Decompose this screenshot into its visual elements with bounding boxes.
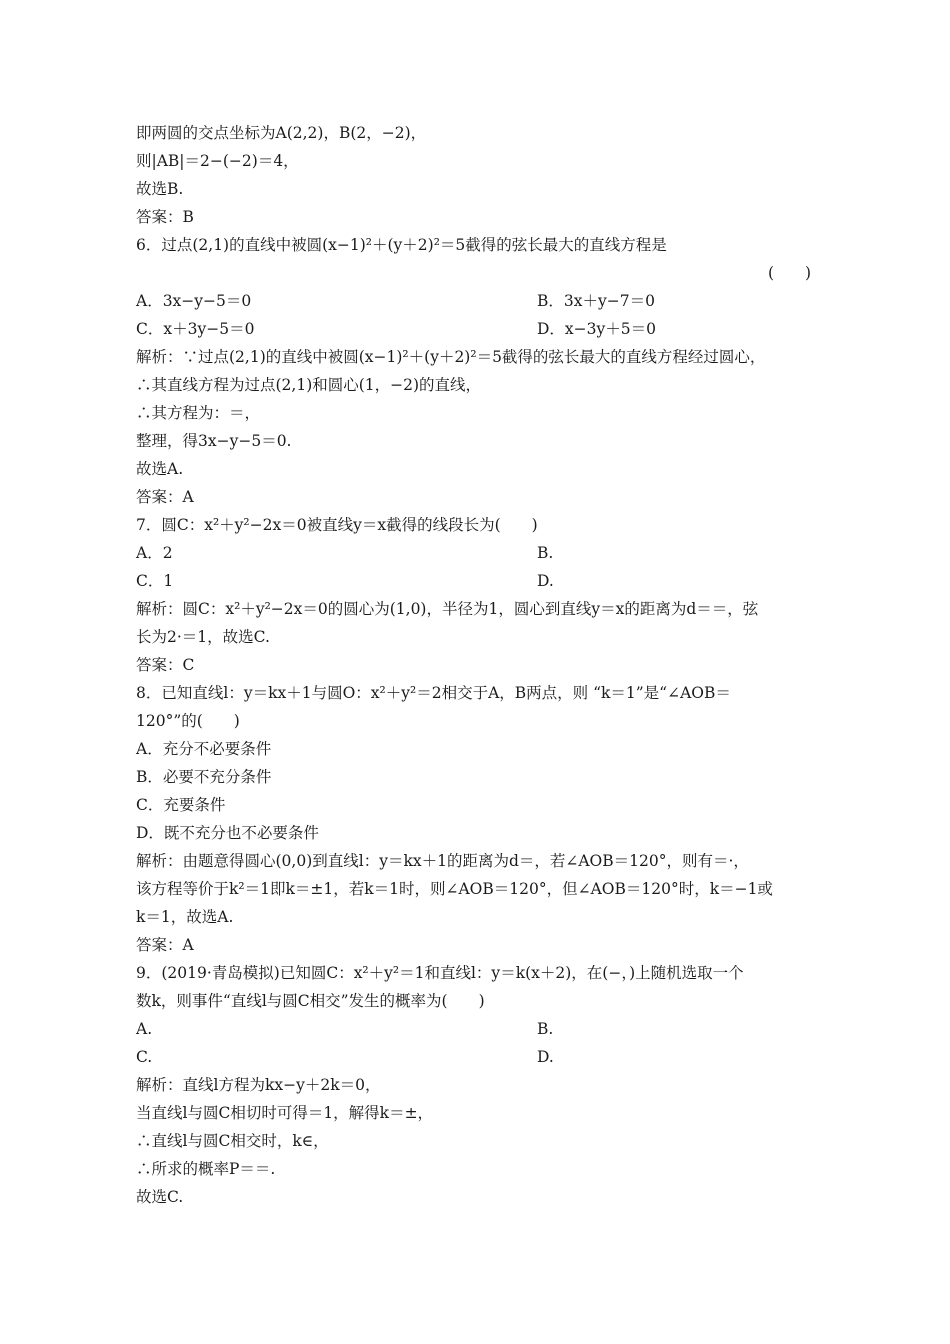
analysis-line: 解析：圆C：x²＋y²−2x＝0的圆心为(1,0)，半径为1，圆心到直线y＝x的距离为d＝＝，弦: [136, 600, 759, 618]
question-9-stem: 数k，则事件“直线l与圆C相交”发生的概率为( ): [136, 992, 485, 1010]
option-c: C．充要条件: [136, 796, 226, 814]
option-b: B.: [537, 544, 554, 562]
option-b: B．必要不充分条件: [136, 768, 272, 786]
answer-line: 答案：B: [136, 208, 194, 226]
analysis-line: ∴其直线方程为过点(2,1)和圆心(1，−2)的直线，: [136, 376, 482, 394]
analysis-line: 整理，得3x−y−5＝0.: [136, 432, 292, 450]
option-d: D．x−3y＋5＝0: [537, 320, 656, 338]
answer-line: 答案：A: [136, 488, 194, 506]
question-9-stem: 9．(2019·青岛模拟)已知圆C：x²＋y²＝1和直线l：y＝k(x＋2)，在(−，)上随机选取一个: [136, 964, 744, 982]
text-line: 即两圆的交点坐标为A(2,2)，B(2，−2)，: [136, 124, 427, 142]
question-8-stem: 8．已知直线l：y＝kx＋1与圆O：x²＋y²＝2相交于A，B两点，则 “k＝1”是“∠AOB＝: [136, 684, 731, 702]
analysis-line: 故选C.: [136, 1188, 184, 1206]
answer-line: 答案：C: [136, 656, 195, 674]
analysis-line: 长为2·＝1，故选C.: [136, 628, 270, 646]
analysis-line: ∴直线l与圆C相交时，k∈，: [136, 1132, 329, 1150]
option-c: C.: [136, 1048, 153, 1066]
option-a: A．2: [136, 544, 173, 562]
analysis-line: ∴所求的概率P＝＝.: [136, 1160, 276, 1178]
analysis-line: k＝1，故选A.: [136, 908, 234, 926]
option-d: D．既不充分也不必要条件: [136, 824, 319, 842]
analysis-line: 解析：直线l方程为kx−y＋2k＝0，: [136, 1076, 381, 1094]
option-d: D.: [537, 572, 554, 590]
answer-blank: ( ): [768, 264, 812, 282]
analysis-line: ∴其方程为：＝，: [136, 404, 261, 422]
option-a: A．充分不必要条件: [136, 740, 272, 758]
answer-line: 答案：A: [136, 936, 194, 954]
text-line: 则|AB|＝2−(−2)＝4，: [136, 152, 299, 170]
option-b: B.: [537, 1020, 554, 1038]
option-a: A.: [136, 1020, 153, 1038]
analysis-line: 当直线l与圆C相切时可得＝1，解得k＝±，: [136, 1104, 434, 1122]
analysis-line: 该方程等价于k²＝1即k＝±1，若k＝1时，则∠AOB＝120°，但∠AOB＝120°时，k＝−1或: [136, 880, 773, 898]
question-8-stem: 120°”的( ): [136, 712, 240, 730]
option-a: A．3x−y−5＝0: [136, 292, 252, 310]
option-c: C．1: [136, 572, 174, 590]
question-7-stem: 7．圆C：x²＋y²−2x＝0被直线y＝x截得的线段长为( ): [136, 516, 538, 534]
option-b: B．3x＋y−7＝0: [537, 292, 655, 310]
analysis-line: 故选A.: [136, 460, 184, 478]
analysis-line: 解析：由题意得圆心(0,0)到直线l：y＝kx＋1的距离为d＝，若∠AOB＝120°，则有＝·，: [136, 852, 749, 870]
question-6-stem: 6．过点(2,1)的直线中被圆(x−1)²＋(y＋2)²＝5截得的弦长最大的直线方程是: [136, 236, 667, 254]
option-d: D.: [537, 1048, 554, 1066]
text-line: 故选B.: [136, 180, 184, 198]
option-c: C．x＋3y−5＝0: [136, 320, 255, 338]
analysis-line: 解析：∵过点(2,1)的直线中被圆(x−1)²＋(y＋2)²＝5截得的弦长最大的直线方程经过圆心，: [136, 348, 766, 366]
